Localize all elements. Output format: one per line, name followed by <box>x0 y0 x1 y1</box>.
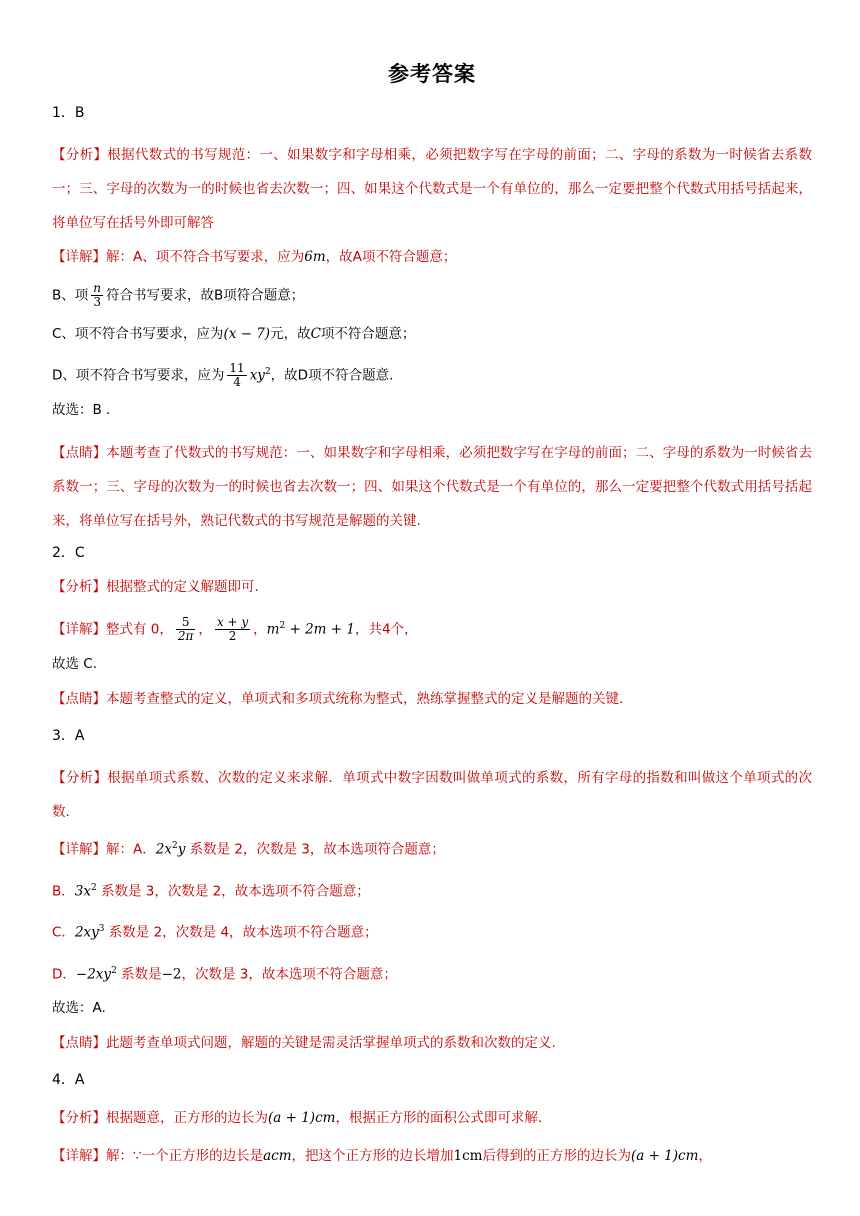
q2-analysis-tag: 【分析】 <box>52 579 106 595</box>
q3-remark-tag: 【点睛】 <box>52 1035 106 1051</box>
q4-detail-mid2: 后得到的正方形的边长为 <box>482 1148 631 1164</box>
q1-number: 1．B <box>52 105 85 121</box>
q2-poly-m: m <box>266 621 280 638</box>
q1-analysis-text: 根据代数式的书写规范：一、如果数字和字母相乘，必须把数字写在字母的前面；二、字母的系数为一时候省去系数一；三、字母的次数为一的时候也省去次数一；四、如果这个代数式是一个有单位的，那么一定要把整个代数式用括号括起来，将单位写在括号外即可解答 <box>52 147 812 231</box>
fraction-numerator: 5 <box>176 616 196 630</box>
q2-analysis-text: 根据整式的定义解题即可. <box>106 579 259 595</box>
q1-detail-d-end: ，故D项不符合题意. <box>270 367 394 384</box>
q1-letter-c: C <box>310 326 321 342</box>
q4-analysis-tag: 【分析】 <box>52 1110 106 1126</box>
q4-detail-end: ， <box>698 1148 712 1164</box>
fraction-numerator: 11 <box>229 361 245 375</box>
q3-choice: 故选：A. <box>52 1000 106 1016</box>
q4-detail-text: 解：∵一个正方形的边长是 <box>106 1148 264 1164</box>
q3-detail-a <box>52 833 812 863</box>
q2-remark-tag: 【点睛】 <box>52 691 106 707</box>
fraction-numerator: x + y <box>216 615 249 629</box>
q3-expr-2x: 2x <box>155 841 172 858</box>
q1-detail-c-text: C、项不符合书写要求，应为 <box>52 326 224 342</box>
fraction-denominator: 3 <box>93 295 101 309</box>
q2-fraction-x-plus-y <box>215 616 250 643</box>
q3-analysis <box>52 761 812 829</box>
q1-detail-b-end: 符合书写要求，故B项符合题意； <box>106 287 305 304</box>
q2-analysis <box>52 578 812 597</box>
q1-detail-d-text: D、项不符合书写要求，应为 <box>52 367 225 384</box>
q1-fraction-n-3 <box>91 282 103 309</box>
q1-detail-b-text: B、项 <box>52 287 89 304</box>
fraction-denominator: 4 <box>233 375 241 389</box>
q1-expr-x-minus-7: (x − 7) <box>223 326 271 342</box>
q3-remark-text: 此题考查单项式问题，解题的关键是需灵活掌握单项式的系数和次数的定义. <box>106 1035 556 1051</box>
q4-expr-side: (a + 1)cm <box>268 1110 336 1126</box>
q4-detail <box>52 1143 812 1169</box>
q4-detail-mid: ，把这个正方形的边长增加 <box>291 1148 454 1164</box>
q3-remark <box>52 1034 812 1053</box>
q3-detail-a-end: 系数是 2，次数是 3，故本选项符合题意； <box>185 841 445 858</box>
q4-analysis-text: 根据题意，正方形的边长为 <box>106 1110 268 1126</box>
q1-expr-xy: xy <box>249 367 265 384</box>
q4-analysis <box>52 1105 812 1131</box>
page-title: 参考答案 <box>388 62 476 86</box>
q2-detail-end: ，共4个， <box>354 621 418 638</box>
q4-expr-1cm: 1cm <box>453 1148 483 1164</box>
q1-choice: 故选：B . <box>52 402 111 418</box>
q2-detail-text: 整式有 0， <box>106 621 173 638</box>
q4-expr-new-side: (a + 1)cm <box>630 1148 699 1164</box>
q3-detail-d-text: D． <box>52 966 76 982</box>
fraction-numerator: n <box>93 281 101 295</box>
q4-number: 4．A <box>52 1072 85 1088</box>
q1-detail-a <box>52 244 812 270</box>
q3-detail-b-end: 系数是 3，次数是 2，故本选项不符合题意； <box>96 883 370 899</box>
q3-exponent: 2 <box>90 882 97 893</box>
q1-remark <box>52 436 812 538</box>
q3-detail-c-end: 系数是 2，次数是 4，故本选项不符合题意； <box>104 924 378 941</box>
fraction-denominator: 2 <box>228 629 237 643</box>
q3-analysis-text: 根据单项式系数、次数的定义来求解．单项式中数字因数叫做单项式的系数，所有字母的指数和叫做这个单项式的次数. <box>52 770 812 820</box>
fraction-denominator: 2π <box>177 629 194 643</box>
q1-detail-tag: 【详解】 <box>52 249 106 265</box>
q1-detail-c-end: 项不符合题意； <box>320 326 416 342</box>
answer-page <box>52 58 812 1181</box>
q2-poly-rest: + 2m + 1 <box>285 621 355 638</box>
q3-detail-tag: 【详解】 <box>52 841 106 858</box>
q1-analysis <box>52 138 812 240</box>
q1-detail-b <box>52 282 812 309</box>
q3-detail-b-text: B． <box>52 883 75 899</box>
q1-exponent: 2 <box>264 367 271 377</box>
q2-detail-tag: 【详解】 <box>52 621 106 638</box>
q2-detail: 【详解】整式有 0， $\frac{5}{2\pi}$ ， $\frac{x + y}{2}$ ，$m^2 + 2m + 1$，共4个， <box>52 615 418 643</box>
q1-remark-tag: 【点睛】 <box>52 445 107 461</box>
q2-fraction-5-2pi <box>176 616 196 643</box>
q1-detail-c <box>52 321 812 347</box>
q2-choice: 故选 C. <box>52 656 98 672</box>
q3-detail-c-text: C． <box>52 924 75 941</box>
q1-analysis-tag: 【分析】 <box>52 147 108 163</box>
q3-detail-d-mid: 系数是 <box>116 966 162 982</box>
q2-remark-text: 本题考查整式的定义，单项式和多项式统称为整式，熟练掌握整式的定义是解题的关键. <box>106 691 624 707</box>
q1-detail-a-text: 解：A、项不符合书写要求，应为 <box>106 249 305 265</box>
q4-expr-acm: acm <box>263 1148 292 1164</box>
q3-expr-neg2xy: −2xy <box>75 966 112 982</box>
q1-fraction-11-4 <box>227 362 246 389</box>
q3-expr-3x: 3x <box>74 883 91 899</box>
q3-expr-y: y <box>177 841 186 858</box>
q3-detail-d <box>52 958 812 988</box>
q3-detail-d-end: ，次数是 3，故本选项不符合题意； <box>181 966 397 982</box>
q1-remark-text: 本题考查了代数式的书写规范：一、如果数字和字母相乘，必须把数字写在字母的前面；二、字母的系数为一时候省去系数一；三、字母的次数为一的时候也省去次数一；四、如果这个代数式是一个有单位的，那么一定要把整个代数式用括号括起来，将单位写在括号外，熟记代数式的书写规范是解题的关键. <box>52 445 813 529</box>
q3-exponent: 3 <box>98 924 105 934</box>
q3-detail-b <box>52 875 812 905</box>
q4-detail-tag: 【详解】 <box>52 1148 106 1164</box>
q3-detail-c <box>52 916 812 946</box>
q4-analysis-end: ，根据正方形的面积公式即可求解. <box>335 1110 543 1126</box>
q1-detail-c-mid: 元，故 <box>270 326 311 342</box>
q3-number: 3．A <box>52 728 85 744</box>
q2-number: 2．C <box>52 545 85 561</box>
q3-exponent: 2 <box>111 965 117 976</box>
q1-detail-d <box>52 359 812 389</box>
q3-value-neg2: −2 <box>161 966 182 982</box>
q3-exponent: 2 <box>171 841 178 851</box>
q1-detail-a-end: ，故A项不符合题意； <box>325 249 457 265</box>
q2-poly-exponent: 2 <box>279 621 286 631</box>
q1-expr-6m: 6m <box>304 249 326 265</box>
q3-analysis-tag: 【分析】 <box>52 770 108 786</box>
q3-detail-a-text: 解：A． <box>106 841 156 858</box>
q3-expr-2xy: 2xy <box>74 924 99 941</box>
q2-remark <box>52 690 812 709</box>
